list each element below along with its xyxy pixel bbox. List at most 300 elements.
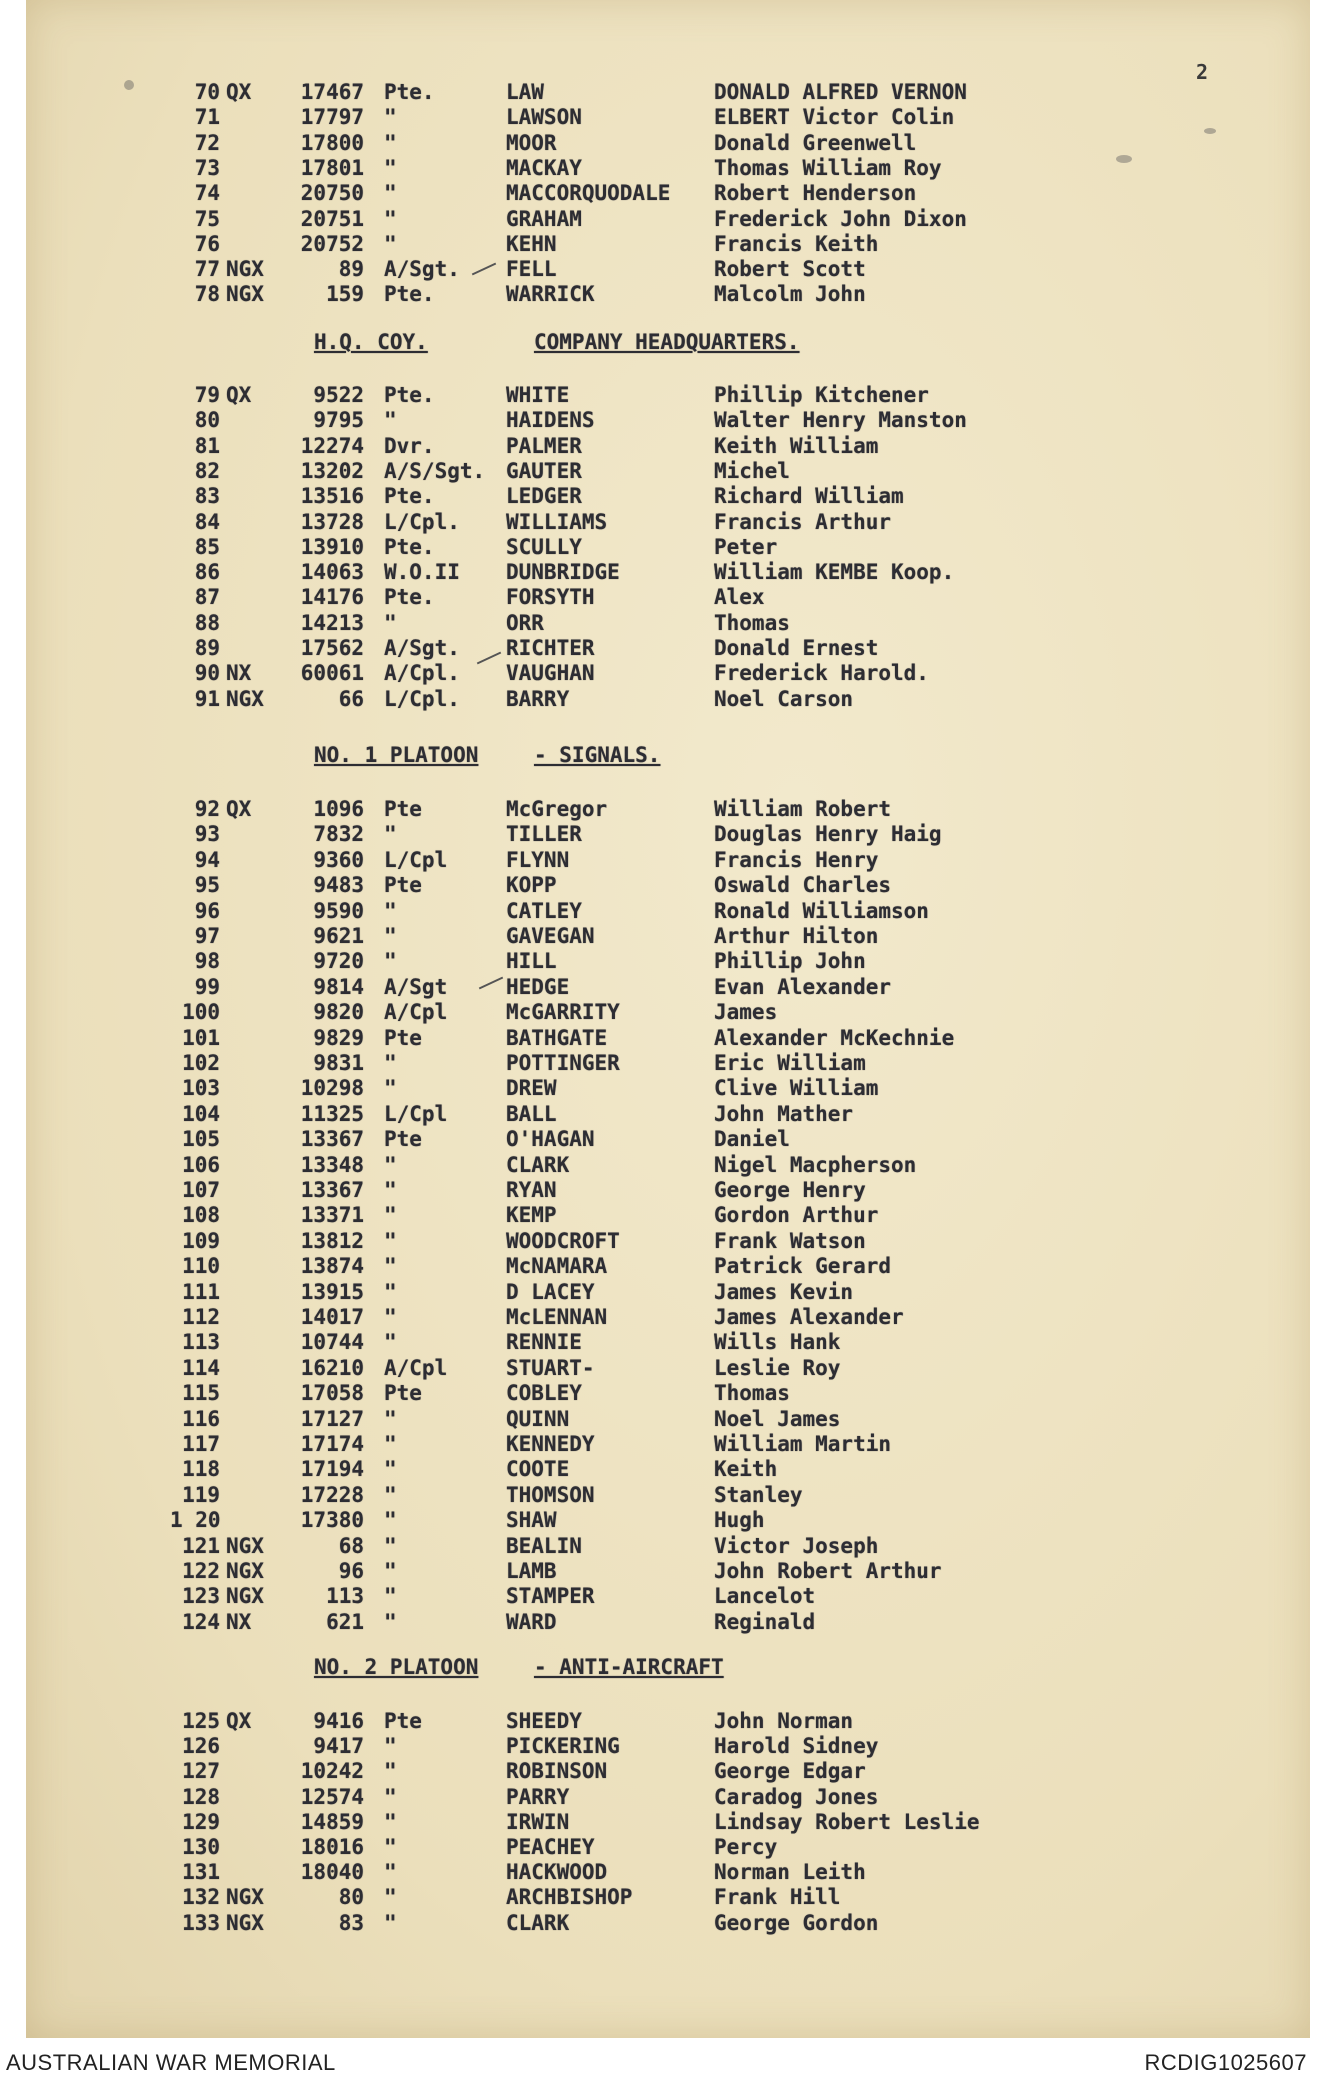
roll-entry	[26, 1051, 1310, 1077]
roll-entry	[26, 1076, 1310, 1102]
given-names: Phillip John	[714, 949, 866, 974]
roll-entry	[26, 1885, 1310, 1911]
rank: Pte.	[384, 80, 435, 104]
roll-entry	[26, 257, 1310, 283]
roll-entry	[26, 975, 1310, 1001]
given-names: Evan Alexander	[714, 974, 892, 999]
entry-number: 75	[194, 206, 220, 231]
entry-number: 101	[182, 1025, 220, 1050]
service-number: 96	[338, 1559, 364, 1583]
surname: WHITE	[506, 383, 570, 407]
rank: Pte.	[384, 534, 435, 559]
rank: "	[384, 181, 397, 206]
roll-entry	[26, 797, 1310, 823]
surname: PARRY	[506, 1784, 570, 1809]
surname: ROBINSON	[506, 1759, 608, 1784]
rank: L/Cpl	[384, 1101, 448, 1126]
surname: IRWIN	[506, 1809, 570, 1834]
surname: WILLIAMS	[506, 509, 608, 534]
surname: WOODCROFT	[506, 1228, 620, 1253]
entry-number: 79	[194, 383, 220, 407]
service-number: 9820	[313, 1000, 364, 1025]
surname: PEACHEY	[506, 1835, 595, 1859]
rank: "	[384, 1885, 397, 1910]
roll-entry	[26, 1026, 1310, 1052]
roll-entry	[26, 484, 1310, 510]
rank: "	[384, 1860, 397, 1885]
service-number: 17800	[300, 130, 364, 155]
rank: "	[384, 1228, 397, 1253]
surname: DUNBRIDGE	[506, 560, 620, 585]
given-names: John Robert Arthur	[714, 1559, 942, 1583]
surname: BATHGATE	[506, 1025, 608, 1050]
entry-number: 73	[194, 155, 220, 180]
given-names: John Mather	[714, 1101, 854, 1126]
roll-entry	[26, 1534, 1310, 1560]
roll-entry	[26, 1178, 1310, 1204]
service-number: 17194	[300, 1457, 364, 1482]
entry-number: 127	[182, 1759, 220, 1784]
entry-number: 122	[182, 1559, 220, 1583]
given-names: Leslie Roy	[714, 1355, 841, 1380]
roll-entry	[26, 1584, 1310, 1610]
entry-number: 96	[194, 898, 220, 923]
given-names: Harold Sidney	[714, 1734, 879, 1759]
service-number: 9831	[313, 1051, 364, 1075]
entry-number: 108	[182, 1203, 220, 1228]
given-names: Gordon Arthur	[714, 1203, 879, 1228]
surname: LAWSON	[506, 105, 582, 130]
entry-number: 111	[182, 1279, 220, 1304]
service-number: 621	[326, 1609, 364, 1634]
roll-entry	[26, 1203, 1310, 1229]
entry-number: 118	[182, 1457, 220, 1482]
service-prefix: NGX	[226, 1533, 264, 1558]
surname: CLARK	[506, 1152, 570, 1177]
section-heading-left: NO. 2 PLATOON	[314, 1655, 479, 1679]
given-names: DONALD ALFRED VERNON	[714, 80, 967, 104]
rank: "	[384, 1330, 397, 1355]
rank: "	[384, 610, 397, 635]
given-names: James Alexander	[714, 1305, 904, 1329]
surname: FORSYTH	[506, 585, 595, 610]
entry-number: 98	[194, 949, 220, 974]
given-names: Thomas William Roy	[714, 155, 942, 180]
service-number: 9483	[313, 873, 364, 898]
surname: ORR	[506, 610, 544, 635]
ink-blot	[124, 80, 134, 90]
service-number: 13367	[300, 1178, 364, 1202]
given-names: Francis Henry	[714, 847, 879, 872]
given-names: Nigel Macpherson	[714, 1152, 917, 1177]
section-heading-right: - SIGNALS.	[534, 743, 661, 767]
given-names: Francis Arthur	[714, 509, 892, 534]
service-number: 17797	[300, 105, 364, 130]
rank: Pte.	[384, 484, 435, 509]
rank: A/Cpl	[384, 1000, 448, 1025]
rank: "	[384, 130, 397, 155]
surname: SHEEDY	[506, 1709, 582, 1733]
roll-entry	[26, 80, 1310, 106]
given-names: Alexander McKechnie	[714, 1025, 955, 1050]
roll-entry	[26, 1254, 1310, 1280]
entry-number: 104	[182, 1101, 220, 1126]
rank: A/Cpl.	[384, 661, 460, 686]
roll-entry	[26, 1483, 1310, 1509]
given-names: Stanley	[714, 1482, 803, 1507]
entry-number: 77	[194, 257, 220, 282]
surname: MACCORQUODALE	[506, 181, 671, 206]
service-number: 17174	[300, 1432, 364, 1456]
service-number: 9416	[313, 1709, 364, 1733]
service-number: 83	[338, 1910, 364, 1935]
given-names: Percy	[714, 1835, 778, 1859]
roll-entry	[26, 1407, 1310, 1433]
roll-entry	[26, 1610, 1310, 1636]
service-number: 17228	[300, 1482, 364, 1507]
entry-number: 72	[194, 130, 220, 155]
rank: "	[384, 924, 397, 948]
entry-number: 78	[194, 282, 220, 307]
given-names: Francis Keith	[714, 231, 879, 256]
roll-entry	[26, 1734, 1310, 1760]
rank: A/Sgt.	[384, 257, 460, 282]
entry-number: 103	[182, 1076, 220, 1101]
given-names: Donald Greenwell	[714, 130, 917, 155]
given-names: Reginald	[714, 1609, 816, 1634]
service-prefix: NGX	[226, 1559, 264, 1583]
surname: RENNIE	[506, 1330, 582, 1355]
roll-entry	[26, 822, 1310, 848]
surname: THOMSON	[506, 1482, 595, 1507]
given-names: Oswald Charles	[714, 873, 892, 898]
entry-number: 90	[194, 661, 220, 686]
given-names: Walter Henry Manston	[714, 408, 967, 433]
surname: MOOR	[506, 130, 557, 155]
rank: "	[384, 1482, 397, 1507]
page-number: 2	[1196, 60, 1209, 84]
entry-number: 89	[194, 636, 220, 660]
surname: WARD	[506, 1609, 557, 1634]
service-number: 13367	[300, 1127, 364, 1152]
section-heading-right: COMPANY HEADQUARTERS.	[534, 330, 800, 354]
service-number: 68	[338, 1533, 364, 1558]
rank: "	[384, 1809, 397, 1834]
rank: A/Sgt	[384, 974, 448, 999]
given-names: George Gordon	[714, 1910, 879, 1935]
entry-number: 115	[182, 1381, 220, 1406]
service-number: 10744	[300, 1330, 364, 1355]
roll-entry	[26, 1508, 1310, 1534]
roll-entry	[26, 207, 1310, 233]
rank: "	[384, 1835, 397, 1859]
given-names: Daniel	[714, 1127, 790, 1152]
service-number: 13348	[300, 1152, 364, 1177]
roll-entry	[26, 1559, 1310, 1585]
service-number: 20751	[300, 206, 364, 231]
roll-entry	[26, 1911, 1310, 1937]
rank: W.O.II	[384, 560, 460, 585]
given-names: Victor Joseph	[714, 1533, 879, 1558]
surname: STUART-	[506, 1355, 595, 1380]
document-page	[26, 0, 1310, 2038]
service-number: 13371	[300, 1203, 364, 1228]
rank: Pte	[384, 1025, 422, 1050]
rank: L/Cpl.	[384, 509, 460, 534]
entry-number: 130	[182, 1835, 220, 1859]
rank: Pte	[384, 1127, 422, 1152]
roll-entry	[26, 1709, 1310, 1735]
given-names: Hugh	[714, 1508, 765, 1533]
service-number: 9417	[313, 1734, 364, 1759]
roll-entry	[26, 1102, 1310, 1128]
entry-number: 125	[182, 1709, 220, 1733]
roll-entry	[26, 873, 1310, 899]
surname: PICKERING	[506, 1734, 620, 1759]
surname: McLENNAN	[506, 1305, 608, 1329]
surname: BEALIN	[506, 1533, 582, 1558]
service-number: 14859	[300, 1809, 364, 1834]
service-number: 12574	[300, 1784, 364, 1809]
roll-entry	[26, 1356, 1310, 1382]
section-heading-left: NO. 1 PLATOON	[314, 743, 479, 767]
rank: "	[384, 1178, 397, 1202]
service-number: 18040	[300, 1860, 364, 1885]
surname: McGARRITY	[506, 1000, 620, 1025]
entry-number: 133	[182, 1910, 220, 1935]
roll-entry	[26, 1280, 1310, 1306]
rank: "	[384, 949, 397, 974]
surname: COBLEY	[506, 1381, 582, 1406]
entry-number: 88	[194, 610, 220, 635]
service-number: 13516	[300, 484, 364, 509]
service-number: 13812	[300, 1228, 364, 1253]
rank: A/S/Sgt.	[384, 458, 486, 483]
service-number: 14176	[300, 585, 364, 610]
entry-number: 105	[182, 1127, 220, 1152]
surname: SHAW	[506, 1508, 557, 1533]
surname: CLARK	[506, 1910, 570, 1935]
service-number: 9720	[313, 949, 364, 974]
roll-entry	[26, 1759, 1310, 1785]
given-names: George Edgar	[714, 1759, 866, 1784]
rank: Pte	[384, 873, 422, 898]
given-names: Malcolm John	[714, 282, 866, 307]
given-names: Thomas	[714, 610, 790, 635]
roll-entry	[26, 383, 1310, 409]
entry-number: 110	[182, 1254, 220, 1279]
service-number: 66	[338, 686, 364, 711]
given-names: Norman Leith	[714, 1860, 866, 1885]
entry-number: 92	[194, 797, 220, 821]
service-prefix: NGX	[226, 257, 264, 282]
rank: "	[384, 1203, 397, 1228]
rank: L/Cpl.	[384, 686, 460, 711]
service-number: 20750	[300, 181, 364, 206]
entry-number: 131	[182, 1860, 220, 1885]
roll-entry	[26, 131, 1310, 157]
service-number: 9621	[313, 924, 364, 948]
surname: CATLEY	[506, 898, 582, 923]
service-number: 18016	[300, 1835, 364, 1859]
rank: "	[384, 1406, 397, 1431]
nominal-roll	[26, 0, 1310, 2038]
entry-number: 99	[194, 974, 220, 999]
surname: BALL	[506, 1101, 557, 1126]
surname: RICHTER	[506, 636, 595, 660]
service-prefix: QX	[226, 797, 252, 821]
service-number: 14213	[300, 610, 364, 635]
rank: Dvr.	[384, 433, 435, 458]
surname: LEDGER	[506, 484, 582, 509]
service-number: 60061	[300, 661, 364, 686]
rank: Pte.	[384, 282, 435, 307]
roll-entry	[26, 636, 1310, 662]
entry-number: 82	[194, 458, 220, 483]
entry-number: 121	[182, 1533, 220, 1558]
roll-entry	[26, 1381, 1310, 1407]
service-prefix: NGX	[226, 686, 264, 711]
service-number: 10298	[300, 1076, 364, 1101]
service-number: 17058	[300, 1381, 364, 1406]
entry-number: 70	[194, 80, 220, 104]
surname: VAUGHAN	[506, 661, 595, 686]
rank: "	[384, 105, 397, 130]
roll-entry	[26, 408, 1310, 434]
roll-entry	[26, 899, 1310, 925]
archive-name: AUSTRALIAN WAR MEMORIAL	[6, 2050, 336, 2075]
surname: GAVEGAN	[506, 924, 595, 948]
roll-entry	[26, 1810, 1310, 1836]
rank: "	[384, 1305, 397, 1329]
entry-number: 81	[194, 433, 220, 458]
surname: LAMB	[506, 1559, 557, 1583]
record-id: RCDIG1025607	[1144, 2050, 1307, 2075]
roll-entry	[26, 687, 1310, 713]
entry-number: 106	[182, 1152, 220, 1177]
section-heading	[26, 743, 1310, 771]
rank: Pte	[384, 797, 422, 821]
service-number: 17562	[300, 636, 364, 660]
service-number: 17467	[300, 80, 364, 104]
given-names: Phillip Kitchener	[714, 383, 929, 407]
rank: "	[384, 1076, 397, 1101]
surname: LAW	[506, 80, 544, 104]
roll-entry	[26, 585, 1310, 611]
entry-number: 132	[182, 1885, 220, 1910]
service-prefix: NGX	[226, 1910, 264, 1935]
rank: "	[384, 1559, 397, 1583]
service-number: 9829	[313, 1025, 364, 1050]
roll-entry	[26, 282, 1310, 308]
given-names: Ronald Williamson	[714, 898, 929, 923]
rank: "	[384, 1457, 397, 1482]
rank: Pte.	[384, 383, 435, 407]
surname: KENNEDY	[506, 1432, 595, 1456]
rank: "	[384, 1910, 397, 1935]
rank: "	[384, 1432, 397, 1456]
entry-number: 71	[194, 105, 220, 130]
given-names: William KEMBE Koop.	[714, 560, 955, 585]
given-names: Noel James	[714, 1406, 841, 1431]
surname: QUINN	[506, 1406, 570, 1431]
given-names: Keith William	[714, 433, 879, 458]
given-names: William Martin	[714, 1432, 892, 1456]
rank: "	[384, 898, 397, 923]
entry-number: 97	[194, 924, 220, 948]
rank: "	[384, 1152, 397, 1177]
rank: Pte.	[384, 585, 435, 610]
given-names: James Kevin	[714, 1279, 854, 1304]
service-number: 9795	[313, 408, 364, 433]
given-names: Alex	[714, 585, 765, 610]
given-names: Frederick John Dixon	[714, 206, 967, 231]
service-number: 1096	[313, 797, 364, 821]
service-prefix: QX	[226, 1709, 252, 1733]
surname: D LACEY	[506, 1279, 595, 1304]
rank: "	[384, 408, 397, 433]
service-number: 10242	[300, 1759, 364, 1784]
roll-entry	[26, 1000, 1310, 1026]
entry-number: 100	[182, 1000, 220, 1025]
entry-number: 102	[182, 1051, 220, 1075]
entry-number: 74	[194, 181, 220, 206]
entry-number: 107	[182, 1178, 220, 1202]
archive-footer	[0, 2042, 1317, 2082]
entry-number: 126	[182, 1734, 220, 1759]
rank: "	[384, 1051, 397, 1075]
given-names: Lindsay Robert Leslie	[714, 1809, 980, 1834]
given-names: John Norman	[714, 1709, 854, 1733]
given-names: Clive William	[714, 1076, 879, 1101]
given-names: Lancelot	[714, 1584, 816, 1609]
entry-number: 114	[182, 1355, 220, 1380]
service-number: 17127	[300, 1406, 364, 1431]
service-number: 13915	[300, 1279, 364, 1304]
entry-number: 83	[194, 484, 220, 509]
surname: HILL	[506, 949, 557, 974]
roll-entry	[26, 848, 1310, 874]
service-number: 80	[338, 1885, 364, 1910]
given-names: Frank Watson	[714, 1228, 866, 1253]
rank: "	[384, 155, 397, 180]
surname: DREW	[506, 1076, 557, 1101]
given-names: Eric William	[714, 1051, 866, 1075]
roll-entry	[26, 661, 1310, 687]
service-number: 9590	[313, 898, 364, 923]
rank: "	[384, 1734, 397, 1759]
service-number: 16210	[300, 1355, 364, 1380]
roll-entry	[26, 1432, 1310, 1458]
section-heading-left: H.Q. COY.	[314, 330, 428, 354]
rank: "	[384, 1254, 397, 1279]
given-names: Robert Henderson	[714, 181, 917, 206]
roll-entry	[26, 560, 1310, 586]
roll-entry	[26, 181, 1310, 207]
service-number: 7832	[313, 822, 364, 847]
rank: "	[384, 206, 397, 231]
surname: FLYNN	[506, 847, 570, 872]
surname: KEHN	[506, 231, 557, 256]
surname: McGregor	[506, 797, 608, 821]
section-heading	[26, 1655, 1310, 1683]
surname: BARRY	[506, 686, 570, 711]
surname: HACKWOOD	[506, 1860, 608, 1885]
ink-blot	[1204, 128, 1216, 134]
rank: "	[384, 1784, 397, 1809]
given-names: Michel	[714, 458, 790, 483]
roll-entry	[26, 1860, 1310, 1886]
